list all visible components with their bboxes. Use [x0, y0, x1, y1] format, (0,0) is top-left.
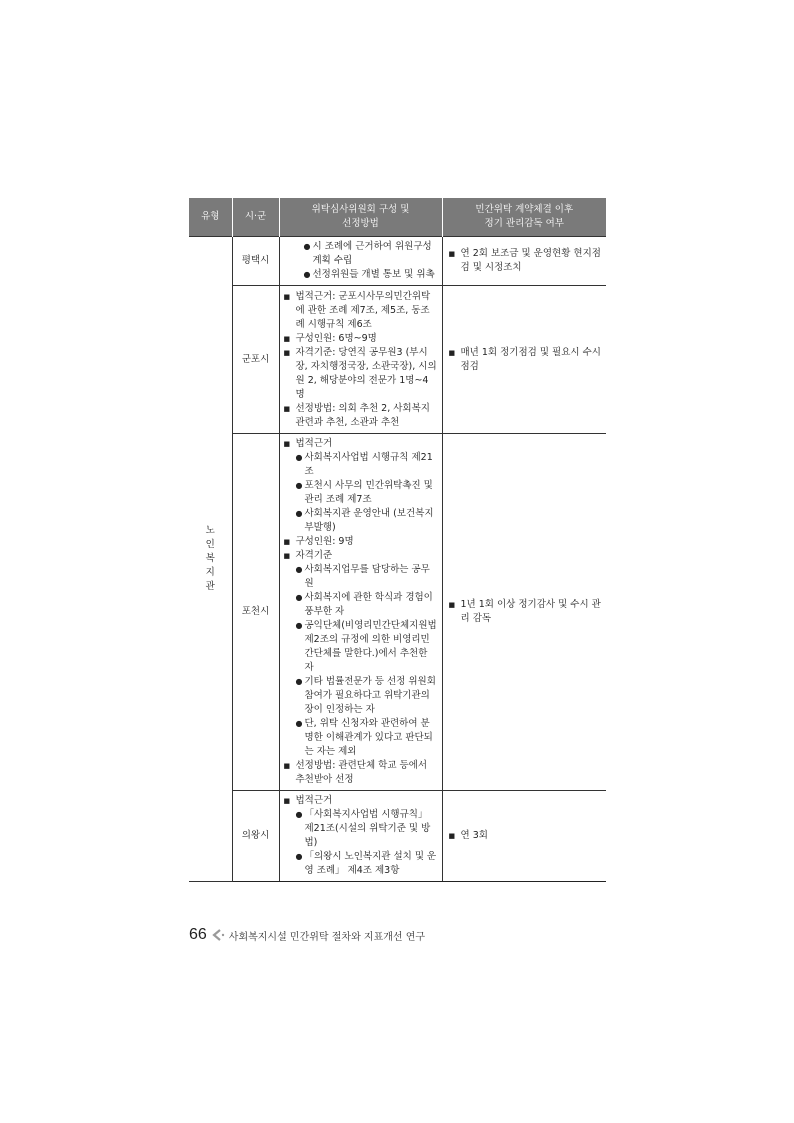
list-item: ● 「의왕시 노인복지관 설치 및 운영 조례」 제4조 제3항: [296, 850, 438, 878]
basis-label: 법적근거: [295, 438, 333, 449]
header-city: 시·군: [232, 198, 279, 237]
management-cell: [442, 286, 606, 434]
composition-cell: [279, 286, 442, 434]
list-item: ● 사회복지업무를 담당하는 공무원: [296, 563, 438, 591]
list-item: ● 선정위원들 개별 통보 및 위촉: [304, 268, 438, 282]
list-item: ● 공익단체(비영리민간단체지원법 제2조의 규정에 의한 비영리민간단체를 말한다.)에서 추천한 자: [296, 619, 438, 675]
type-char: 복: [205, 553, 215, 564]
list-item: ● 사회복지사업법 시행규칙 제21조: [296, 451, 438, 479]
management-cell: [442, 791, 606, 882]
document-title: 사회복지시설 민간위탁 절차와 지표개선 연구: [228, 931, 426, 943]
composition-cell: [279, 791, 442, 882]
oversight-table: [189, 198, 606, 882]
qualification-label: 자격기준: [295, 550, 333, 561]
list-item: ● 시 조례에 근거하여 위원구성 계획 수립: [304, 240, 438, 268]
type-char: 인: [205, 539, 215, 550]
city-cell: 군포시: [232, 286, 279, 434]
list-item: ■ 1년 1회 이상 정기감사 및 수시 관리 감독: [449, 598, 603, 626]
table-row: [189, 434, 606, 791]
list-item: ■ 선정방법: 관련단체 학교 등에서 추천받아 선정: [284, 759, 438, 787]
chevron-left-icon: [211, 928, 225, 942]
list-item: ■ 선정방법: 의회 추천 2, 사회복지 관련과 추천, 소관과 추천: [284, 402, 438, 430]
type-char: 노: [205, 525, 215, 536]
list-item: ■ 매년 1회 정기점검 및 필요시 수시점검: [449, 346, 603, 374]
list-item: ■ 자격기준: 당연직 공무원3 (부시장, 자치행정국장, 소관국장), 시의원 2, 해당분야의 전문가 1명~4명: [284, 346, 438, 402]
header-management: 민간위탁 계약체결 이후 정기 관리감독 여부: [442, 198, 606, 237]
list-item: [284, 794, 438, 878]
type-char: 관: [205, 581, 215, 592]
management-cell: [442, 237, 606, 286]
list-item: ● 사회복지에 관한 학식과 경험이 풍부한 자: [296, 591, 438, 619]
list-item: ● 기타 법률전문가 등 선정 위원회 참여가 필요하다고 위탁기관의 장이 인정하는 자: [296, 675, 438, 717]
table-row: [189, 286, 606, 434]
table-header-row: [189, 198, 606, 237]
table-row: [189, 237, 606, 286]
header-committee: 위탁심사위원회 구성 및 선정방법: [279, 198, 442, 237]
list-item: ■ 구성인원: 6명~9명: [284, 332, 438, 346]
list-item: ■ 연 2회 보조금 및 운영현황 현지점검 및 시정조치: [449, 247, 603, 275]
list-item: ■ 법적근거: 군포시사무의민간위탁에 관한 조례 제7조, 제5조, 동조례 시행규칙 제6조: [284, 290, 438, 332]
list-item: ● 포천시 사무의 민간위탁촉진 및 관리 조례 제7조: [296, 479, 438, 507]
list-item: ■ 연 3회: [449, 829, 603, 843]
list-item: ● 사회복지관 운영안내 (보건복지부발행): [296, 507, 438, 535]
header-type: 유형: [189, 198, 232, 237]
list-item: [284, 549, 438, 759]
list-item: [284, 437, 438, 535]
basis-label: 법적근거: [295, 795, 333, 806]
type-cell: [189, 237, 232, 882]
city-cell: 포천시: [232, 434, 279, 791]
list-item: ■ 구성인원: 9명: [284, 535, 438, 549]
city-cell: 평택시: [232, 237, 279, 286]
composition-cell: [279, 237, 442, 286]
city-cell: 의왕시: [232, 791, 279, 882]
type-char: 지: [205, 567, 215, 578]
page-footer: [189, 925, 425, 945]
composition-cell: [279, 434, 442, 791]
management-cell: [442, 434, 606, 791]
page-number: 66: [189, 926, 207, 943]
list-item: ● 단, 위탁 신청자와 관련하여 분명한 이해관계가 있다고 판단되는 자는 제외: [296, 717, 438, 759]
table-row: [189, 791, 606, 882]
list-item: ● 「사회복지사업법 시행규칙」 제21조(시설의 위탁기준 및 방법): [296, 808, 438, 850]
